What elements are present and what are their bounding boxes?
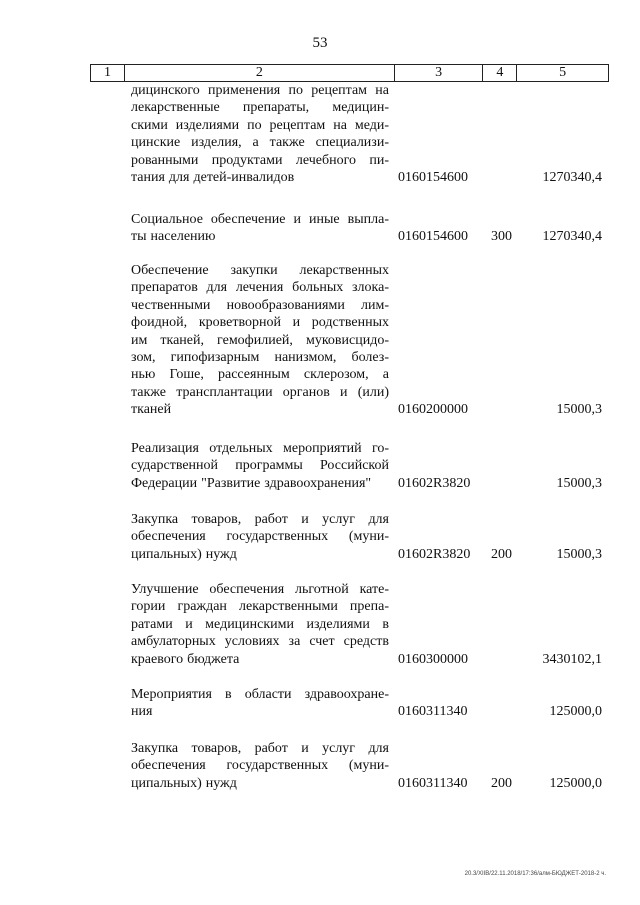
- row-code: 01602R3820: [398, 475, 471, 491]
- row-code: 0160300000: [398, 651, 468, 667]
- header-col-1: 1: [91, 65, 125, 81]
- row-amount: 125000,0: [549, 704, 602, 720]
- row-description: [131, 262, 389, 419]
- row-code: 0160200000: [398, 402, 468, 418]
- description-line: обеспечения государственных (муни-: [131, 758, 389, 774]
- description-line: препаратов для лечения больных злока-: [131, 280, 389, 296]
- description-line: обеспечения государственных (муни-: [131, 529, 389, 545]
- description-line: гории граждан лекарственными препа-: [131, 599, 389, 615]
- header-col-3: 3: [395, 65, 484, 81]
- description-line: тканей: [131, 402, 172, 418]
- row-description: [131, 211, 389, 246]
- description-line: им тканей, гемофилией, муковисцидо-: [131, 332, 389, 348]
- description-line: Обеспечение закупки лекарственных: [131, 263, 389, 278]
- row-expense-type: 300: [491, 229, 512, 245]
- description-line: ратами и медицинскими изделиями в: [131, 616, 389, 632]
- row-expense-type: 200: [491, 775, 512, 791]
- description-line: цинские изделия, а также специализи-: [131, 135, 389, 151]
- description-line: Социальное обеспечение и иные выпла-: [131, 212, 389, 227]
- description-line: зом, гипофизарным нанизмом, болез-: [131, 350, 389, 366]
- description-line: дицинского применения по рецептам на: [131, 83, 389, 98]
- row-description: [131, 440, 389, 492]
- row-amount: 1270340,4: [542, 229, 602, 245]
- description-line: Улучшение обеспечения льготной кате-: [131, 582, 389, 597]
- row-code: 0160311340: [398, 775, 468, 791]
- description-line: чественными новообразованиями лим-: [131, 297, 389, 313]
- description-line: Мероприятия в области здравоохране-: [131, 687, 389, 702]
- row-code: 01602R3820: [398, 546, 471, 562]
- description-line: Федерации "Развитие здравоохранения": [131, 475, 372, 491]
- row-amount: 1270340,4: [542, 170, 602, 185]
- row-amount: 15000,3: [556, 402, 602, 418]
- description-line: нью Гоше, рассеянным склерозом, а: [131, 367, 389, 383]
- row-description: [131, 82, 389, 186]
- description-line: Реализация отдельных мероприятий го-: [131, 441, 389, 456]
- row-amount: 125000,0: [549, 775, 602, 791]
- description-line: сударственной программы Российской: [131, 458, 389, 474]
- description-line: лекарственные препараты, медицин-: [131, 100, 389, 116]
- header-col-2: 2: [125, 65, 395, 81]
- header-col-4: 4: [483, 65, 517, 81]
- row-description: [131, 511, 389, 563]
- row-code: 0160154600: [398, 170, 468, 185]
- description-line: Закупка товаров, работ и услуг для: [131, 512, 389, 527]
- description-line: рованными продуктами лечебного пи-: [131, 152, 389, 168]
- row-code: 0160311340: [398, 704, 468, 720]
- row-description: [131, 740, 389, 792]
- description-line: тания для детей-инвалидов: [131, 170, 295, 186]
- description-line: краевого бюджета: [131, 651, 240, 667]
- row-amount: 3430102,1: [542, 651, 602, 667]
- description-line: ния: [131, 704, 153, 720]
- description-line: также трансплантации органов и (или): [131, 384, 389, 400]
- header-col-5: 5: [559, 65, 567, 80]
- row-amount: 15000,3: [556, 546, 602, 562]
- description-line: ципальных) нужд: [131, 546, 237, 562]
- row-amount: 15000,3: [556, 475, 602, 491]
- row-description: [131, 581, 389, 668]
- description-line: ты населению: [131, 229, 216, 245]
- description-line: амбулаторных условиях за счет средств: [131, 634, 389, 650]
- page-number: 53: [312, 35, 328, 51]
- description-line: фоидной, кроветворной и родственных: [131, 315, 389, 331]
- footer-stamp: 20.3/XIIB/22.11.2018/17:36/алм-БЮДЖЕТ-2018-2 ч.: [464, 871, 606, 877]
- description-line: ципальных) нужд: [131, 775, 237, 791]
- row-code: 0160154600: [398, 229, 468, 245]
- description-line: скими изделиями по рецептам на меди-: [131, 117, 389, 133]
- table-header: [90, 64, 609, 82]
- row-description: [131, 686, 389, 721]
- description-line: Закупка товаров, работ и услуг для: [131, 741, 389, 756]
- row-expense-type: 200: [491, 546, 512, 562]
